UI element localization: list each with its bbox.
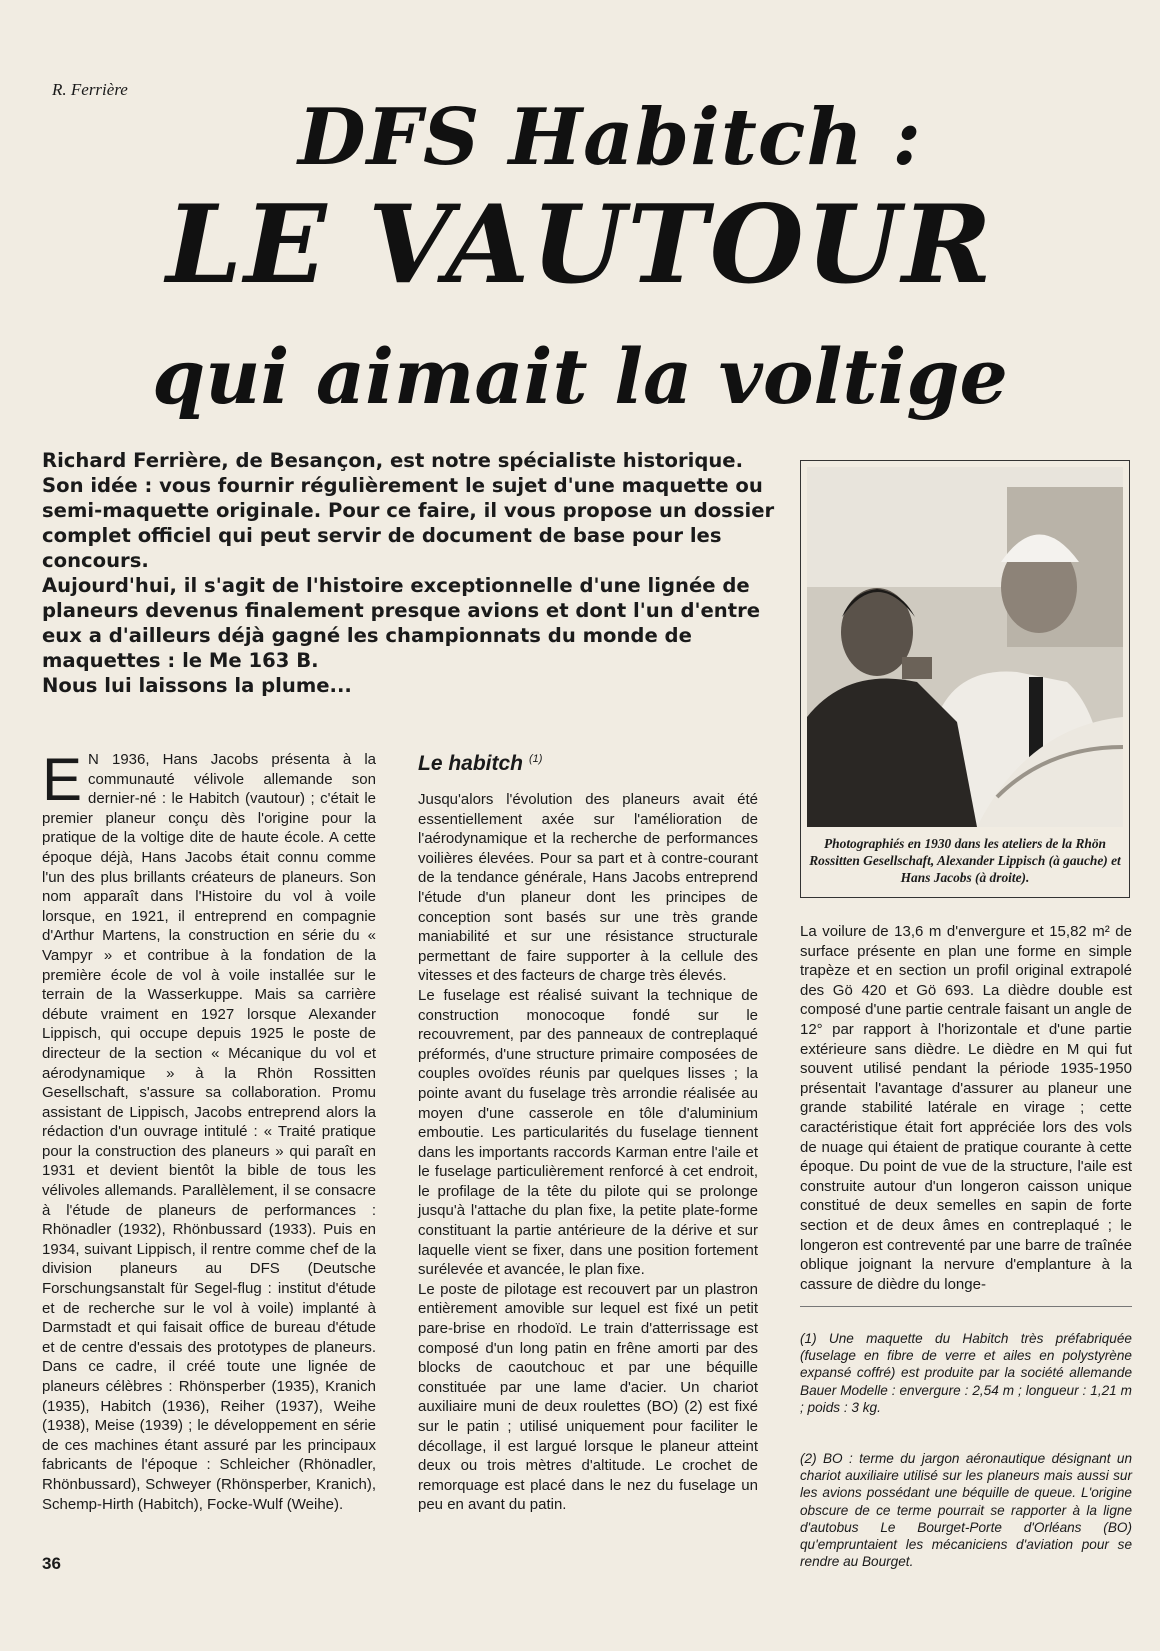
section-heading [418, 752, 542, 776]
column-1-text: N 1936, Hans Jacobs présenta à la communauté vélivole allemande son dernier-né : le Habitch (vautour) ; c'était le premier planeur conçu dès l'origine pour la pratique de la voltige dite de haute école. A cette époque déjà, Hans Jacobs était connu comme l'un des plus brillants créateurs de planeurs. Son nom apparaît dans l'Histoire du vol à voile lorsque, en 1921, il entreprend en compagnie d'Arthur Martens, la construction en série du « Vampyr » et contribue à la fondation de la première école de vol à voile installée sur le terrain de la Wasserkuppe. Mais sa carrière débute vraiment en 1927 lorsque Alexander Lippisch, qui occupe depuis 1925 le poste de directeur de la section « Mécanique du vol et aérodynamique » à la Rhön Rossitten Gesellschaft, s'assure sa collaboration. Promu assistant de Lippisch, Jacobs entreprend alors la rédaction d'un ouvrage intitulé : « Traité pratique pour la construction des planeurs » qui paraît en 1931 et devient bientôt la bible de tous les vélivoles allemands. Parallèlement, il se consacre à l'étude de planeurs de performances : Rhönadler (1932), Rhönbussard (1933). Puis en 1934, suivant Lippisch, il rentre comme chef de la division planeurs au DFS (Deutsche Forschungsanstalt für Segel-flug : institut d'étude et de recherche sur le vol à voile) implanté à Darmstadt et qui faisait office de bureau d'étude et de centre d'essais des prototypes de planeurs. Dans ce cadre, il créé toute une lignée de planeurs célèbres : Rhönsperber (1935), Kranich (1935), Habitch (1936), Reiher (1937), Weihe (1938), Meise (1939) ; le développement en série de ces machines étant assuré par les principaux fabricants de l'époque : Schleicher (Rhönadler, Rhönbussard), Schweyer (Rhönsperber, Kranich), Schemp-Hirth (Habitch), Focke-Wulf (Weihe). [42, 751, 376, 1513]
column-2-paragraph: Le fuselage est réalisé suivant la technique de construction monocoque fondé sur le recouvrement, par des panneaux de contreplaqué préformés, d'une structure primaire composées de couples ovoïdes réunis par quelques lisses ; la pointe avant du fuselage très arrondie réalisée au moyen d'une casserole en tôle d'aluminium emboutie. Les particularités du fuselage tiennent dans les importants raccords Karman entre l'aile et le fuselage particulièrement renforcé à cet endroit, le profilage de la tête du pilote qui se prolonge jusqu'à l'attache du plan fixe, la petite plate-forme constituant la partie antérieure de la dérive et sur laquelle vient se fixer, dans une position fortement surélevée et avancée, le plan fixe. [418, 986, 758, 1279]
intro-text-1: Richard Ferrière, de Besançon, est notre spécialiste historique. Son idée : vous fournir régulièrement le sujet d'une maquette ou semi-maquette originale. Pour ce faire, il vous propose un dossier complet officiel qui peut servir de document de base pour les concours. [42, 449, 775, 572]
section-heading-text: Le habitch [418, 752, 524, 775]
column-3 [800, 922, 1132, 1294]
column-3-text: La voilure de 13,6 m d'envergure et 15,82 m² de surface présente en plan une forme en simple trapèze et en section un profil original extrapolé des Gö 420 et Gö 693. La dièdre double est composé d'une partie centrale faisant un angle de 12° par rapport à l'horizontale et d'une partie extérieure sans dièdre. Le dièdre en M qui fut souvent utilisé pendant la période 1935-1950 présentait l'avantage d'assurer au planeur une grande stabilité latérale en virage ; cette caractéristique était fort appréciée lors des vols de nuage qui étaient de pratique courante à cette époque. Du point de vue de la structure, l'aile est construite autour d'un longeron caisson unique constitué de deux semelles en sapin de forte section et de deux âmes en contreplaqué ; le longeron est contreventé par une barre de traînée oblique joignant la nervure d'emplanture à la cassure de dièdre du longe- [800, 923, 1132, 1293]
column-2-paragraph: Jusqu'alors l'évolution des planeurs avait été essentiellement axée sur l'amélioration de l'aérodynamique et la recherche de performances voilières élevées. Pour sa part et à contre-courant de la tendance générale, Hans Jacobs entreprend l'étude d'un planeur dont les principes de conception sont basés sur une très grande maniabilité et sur une résistance structurale permettant de faire supporter à la cellule des vitesses et des facteurs de charge très élevés. [418, 791, 758, 985]
intro-text-2: Aujourd'hui, il s'agit de l'histoire exceptionnelle d'une lignée de planeurs devenus finalement presque avions et dont l'un d'entre eux a d'ailleurs déjà gagné les championnats du monde de maquettes : le Me 163 B. [42, 574, 761, 672]
footnote-1: (1) Une maquette du Habitch très préfabriquée (fuselage en fibre de verre et ailes en polystyrène expansé coffré) est produite par la société allemande Bauer Modelle : envergure : 2,54 m ; longueur : 1,21 m ; poids : 3 kg. [800, 1331, 1132, 1415]
title-line-2: LE VAUTOUR [166, 182, 994, 308]
title-line-1: DFS Habitch : [297, 92, 923, 183]
footnote-2: (2) BO : terme du jargon aéronautique désignant un chariot auxiliaire utilisé sur les planeurs mais aussi sur les avions possédant une béquille de queue. L'origine obscure de ce terme pourrait se rapporter à la ligne d'autobus Le Bourget-Porte d'Orléans (BO) qu'empruntaient les mécaniciens d'aviation pour se rendre au Bourget. [800, 1451, 1132, 1570]
photo-frame [800, 460, 1130, 898]
column-1 [42, 746, 376, 1514]
page-number: 36 [42, 1554, 61, 1573]
drop-cap: E [42, 746, 83, 813]
title-line-3: qui aimait la voltige [152, 332, 1008, 421]
column-2-paragraph: Le poste de pilotage est recouvert par un plastron entièrement amovible sur lequel est fixé un petit pare-brise en rhodoïd. Le train d'atterrissage est composé d'un long patin en frêne amorti par des blocks de caoutchouc et par une béquille constituée par une lame d'acier. Un chariot auxiliaire muni de deux roulettes (BO) (2) est fixé sur le patin ; utilisé uniquement pour faciliter le décollage, il est largué lorsque le planeur atteint deux ou trois mètres d'altitude. Le crochet de remorquage est placé dans le nez du fuselage un peu en avant du patin. [418, 1280, 758, 1514]
column-2 [418, 790, 758, 1515]
intro-paragraph [42, 448, 782, 698]
footnote-divider [800, 1306, 1132, 1307]
photo-caption: Photographiés en 1930 dans les ateliers de la Rhön Rossitten Gesellschaft, Alexander Lippisch (à gauche) et Hans Jacobs (à droite). [809, 836, 1121, 885]
section-heading-note: (1) [529, 753, 543, 765]
author-byline: R. Ferrière [52, 80, 128, 99]
intro-text-3: Nous lui laissons la plume... [42, 674, 352, 697]
historical-photo [807, 467, 1123, 827]
